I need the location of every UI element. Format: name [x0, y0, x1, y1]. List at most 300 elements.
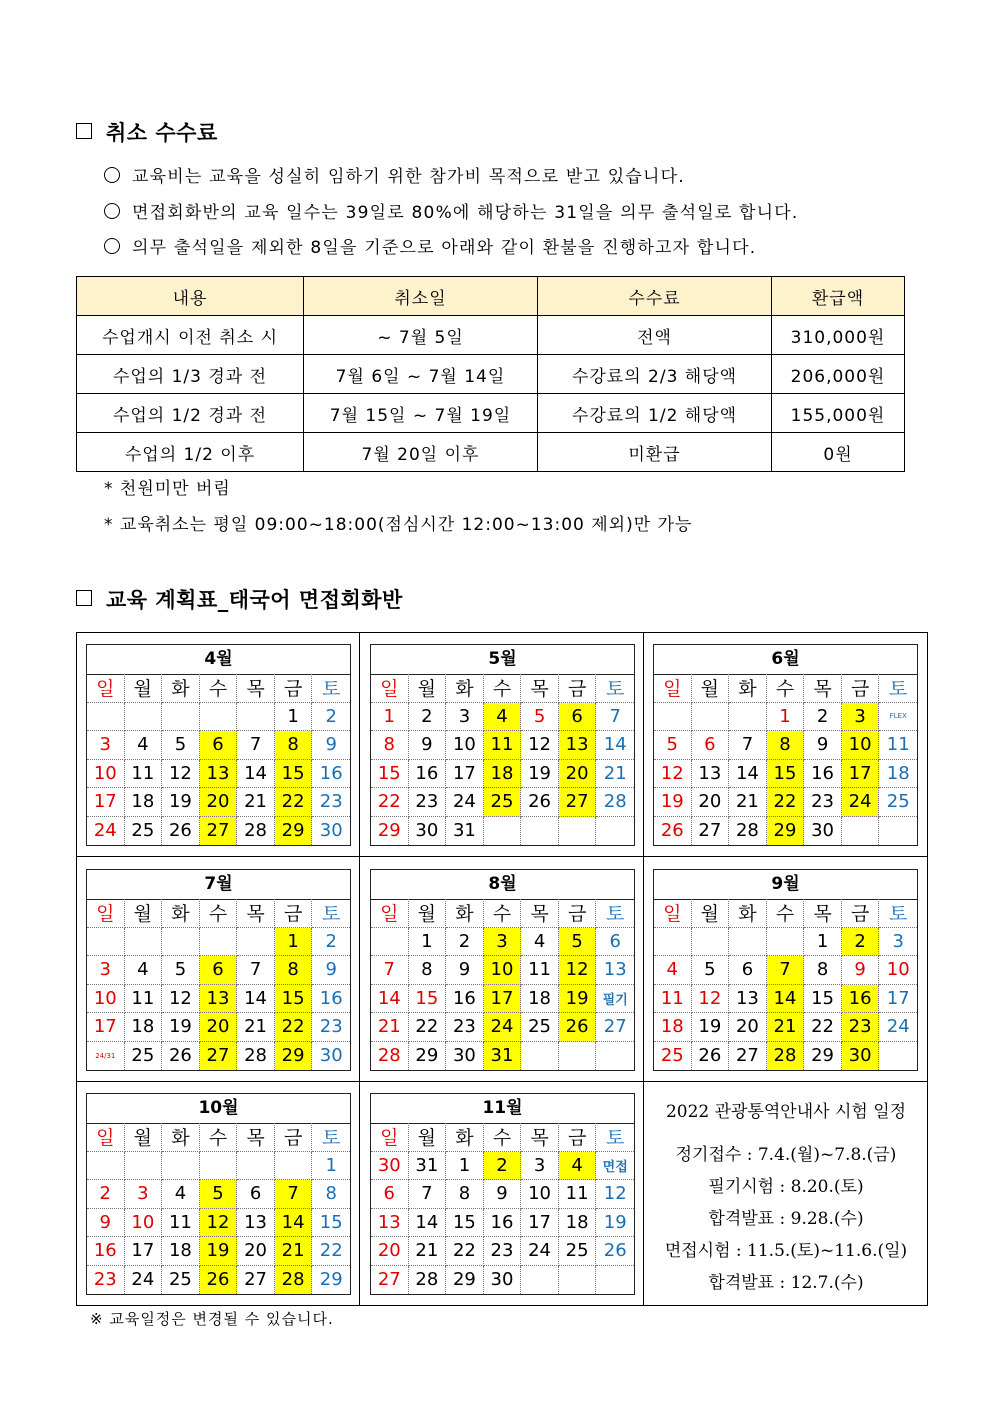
calendar-day: 1: [371, 703, 409, 732]
table-row: [77, 316, 905, 355]
calendar-day: 26: [596, 1237, 634, 1266]
calendar-day: 7: [729, 731, 767, 760]
weekday-header: 금: [275, 674, 313, 703]
calendar-day: 31: [446, 817, 484, 846]
weekday-header: 금: [275, 899, 313, 928]
calendar-day: 5: [162, 956, 200, 985]
calendar-day: 1: [804, 928, 842, 957]
weekday-header: 금: [275, 1123, 313, 1152]
calendar-day: 22: [804, 1013, 842, 1042]
calendar-day: 13: [200, 985, 238, 1014]
weekday-header: 일: [654, 674, 692, 703]
weekday-header: 목: [521, 899, 559, 928]
calendar-day: [87, 1152, 125, 1181]
calendar-day: 4: [125, 956, 163, 985]
calendar-day: 13: [371, 1209, 409, 1238]
calendar-day: 6: [237, 1180, 275, 1209]
refund-table: [76, 276, 905, 472]
weekday-header: 일: [87, 899, 125, 928]
calendar-day: 17: [87, 1013, 125, 1042]
calendar-day: 11: [654, 985, 692, 1014]
calendar-day: 8: [275, 731, 313, 760]
calendar-day: 12: [521, 731, 559, 760]
calendar-day: 28: [237, 817, 275, 846]
calendar-day: 31: [409, 1152, 447, 1181]
table-cell: 155,000원: [772, 394, 905, 433]
calendar-day: 21: [596, 760, 634, 789]
calendar-day: 1: [409, 928, 447, 957]
table-cell: 0원: [772, 433, 905, 472]
table-cell: 수강료의 1/2 해당액: [538, 394, 772, 433]
weekday-header: 일: [87, 674, 125, 703]
calendar-day: 8: [312, 1180, 350, 1209]
calendar-day: 25: [521, 1013, 559, 1042]
calendar-day: 14: [767, 985, 805, 1014]
calendar-day: 10: [87, 985, 125, 1014]
calendar-day: 2: [484, 1152, 522, 1181]
fee-heading: [76, 117, 218, 147]
calendar-day: 30: [319, 1045, 343, 1067]
calendar-day: 11: [125, 985, 163, 1014]
calendar-day: [521, 1042, 559, 1071]
weekday-header: 수: [484, 1123, 522, 1152]
weekday-header: 금: [559, 899, 597, 928]
fee-bullet-2: [104, 198, 799, 223]
calendar-day: [729, 703, 767, 732]
calendar-day: 5: [692, 956, 730, 985]
calendar-day: 16: [842, 985, 880, 1014]
weekday-header: 월: [125, 674, 163, 703]
calendar-day: 28: [371, 1042, 409, 1071]
weekday-header: 월: [409, 899, 447, 928]
calendar-day: 9: [87, 1209, 125, 1238]
calendar-month: [370, 1093, 635, 1295]
weekday-header: 금: [559, 1123, 597, 1152]
calendar-day: 19: [692, 1013, 730, 1042]
calendar-day: 필기: [596, 985, 634, 1014]
calendar-day: 16: [409, 760, 447, 789]
exam-schedule-item: 면접시험 : 11.5.(토)~11.6.(일): [664, 1241, 908, 1261]
calendar-title: 7월: [87, 870, 350, 900]
bullet-text: 면접회화반의 교육 일수는 39일로 80%에 해당하는 31일을 의무 출석일로 합니다.: [132, 203, 799, 223]
calendar-day: 29: [409, 1042, 447, 1071]
calendar-day: [654, 928, 692, 957]
weekday-header: 금: [842, 674, 880, 703]
calendar-day: 19: [521, 760, 559, 789]
calendar-day: 19: [596, 1209, 634, 1238]
calendar-title: 4월: [87, 645, 350, 675]
calendar-day: 20: [729, 1013, 767, 1042]
calendar-day: 29: [767, 817, 805, 846]
calendar-day: 10: [521, 1180, 559, 1209]
fee-heading-text: 취소 수수료: [106, 121, 218, 145]
calendar-day: 22: [371, 788, 409, 817]
weekday-header: 목: [804, 899, 842, 928]
weekday-header: 토: [596, 674, 634, 703]
calendar-day: 19: [654, 788, 692, 817]
calendar-day: 15: [312, 1209, 350, 1238]
weekday-header: 수: [767, 899, 805, 928]
calendar-day: [125, 703, 163, 732]
weekday-header: 토: [312, 899, 350, 928]
calendar-day: 9: [312, 731, 350, 760]
calendar-day: 4: [162, 1180, 200, 1209]
calendar-day: 9: [409, 731, 447, 760]
checkbox-square-icon: [76, 123, 92, 139]
circle-bullet-icon: [104, 238, 120, 254]
weekday-header: 토: [879, 674, 917, 703]
calendar-day: 12: [162, 760, 200, 789]
calendar-title: 9월: [654, 870, 917, 900]
weekday-header: 월: [692, 899, 730, 928]
calendar-day: 8: [371, 731, 409, 760]
calendar-day: 2: [842, 928, 880, 957]
calendar-day: [162, 1152, 200, 1181]
note-cancel-hours: * 교육취소는 평일 09:00~18:00(점심시간 12:00~13:00 제외)만 가능: [104, 515, 693, 535]
calendar-day: 12: [596, 1180, 634, 1209]
calendar-day: 6: [559, 703, 597, 732]
calendar-day: 7: [275, 1180, 313, 1209]
calendar-day: 18: [484, 760, 522, 789]
weekday-header: 일: [371, 674, 409, 703]
weekday-header: 화: [729, 674, 767, 703]
calendar-day: 29: [446, 1266, 484, 1295]
calendar-day: 23: [842, 1013, 880, 1042]
calendar-day: 17: [87, 788, 125, 817]
table-cell: 7월 20일 이후: [304, 433, 538, 472]
calendar-day: 12: [162, 985, 200, 1014]
weekday-header: 목: [521, 674, 559, 703]
table-header: 환급액: [772, 277, 905, 316]
calendar-day: 9: [484, 1180, 522, 1209]
exam-schedule-item: 합격발표 : 9.28.(수): [708, 1209, 864, 1229]
calendar-day: 24: [446, 788, 484, 817]
calendar-day: 14: [275, 1209, 313, 1238]
calendar-day: 18: [162, 1237, 200, 1266]
calendar-day: 16: [312, 760, 350, 789]
exam-schedule-title: 2022 관광통역안내사 시험 일정: [665, 1102, 907, 1122]
calendar-day: 2: [804, 703, 842, 732]
calendar-day: 3: [484, 928, 522, 957]
calendar-day: [654, 703, 692, 732]
calendar-day: 27: [200, 1042, 238, 1071]
calendar-day: 4: [654, 956, 692, 985]
weekday-header: 수: [484, 899, 522, 928]
calendar-day: 15: [409, 985, 447, 1014]
calendar-day: 27: [559, 788, 597, 817]
calendar-day: 30: [371, 1152, 409, 1181]
calendar-day: [596, 1042, 634, 1071]
calendar-day: 6: [596, 928, 634, 957]
table-cell: 전액: [538, 316, 772, 355]
calendar-day: 7: [409, 1180, 447, 1209]
table-cell: 수강료의 2/3 해당액: [538, 355, 772, 394]
weekday-header: 화: [162, 674, 200, 703]
checkbox-square-icon: [76, 590, 92, 606]
calendar-title: 10월: [87, 1094, 350, 1124]
calendar-day: 18: [125, 788, 163, 817]
calendar-day: 15: [275, 760, 313, 789]
weekday-header: 일: [654, 899, 692, 928]
calendar-day: 29: [319, 1269, 343, 1291]
exam-schedule-item: 정기접수 : 7.4.(월)~7.8.(금): [675, 1145, 897, 1165]
calendar-day: 27: [729, 1042, 767, 1071]
calendar-day: 17: [125, 1237, 163, 1266]
calendar-day: 25: [879, 788, 917, 817]
calendar-day: 7: [596, 703, 634, 732]
calendar-day: 1: [275, 703, 313, 732]
calendar-day: 9: [842, 956, 880, 985]
calendar-day: [729, 928, 767, 957]
calendar-day: [559, 1266, 597, 1295]
calendar-day: 30: [804, 817, 842, 846]
calendar-day: 10: [87, 760, 125, 789]
weekday-header: 목: [237, 674, 275, 703]
calendar-day: 20: [559, 760, 597, 789]
calendar-day: 12: [559, 956, 597, 985]
calendar-day: 30: [484, 1266, 522, 1295]
calendar-day: FLEX: [879, 703, 917, 732]
calendar-day: 28: [275, 1266, 313, 1295]
bullet-text: 의무 출석일을 제외한 8일을 기준으로 아래와 같이 환불을 진행하고자 합니다.: [132, 238, 757, 258]
calendar-title: 6월: [654, 645, 917, 675]
calendar-day: [692, 703, 730, 732]
calendar-day: 16: [87, 1237, 125, 1266]
weekday-header: 월: [125, 899, 163, 928]
weekday-header: 수: [200, 674, 238, 703]
calendar-day: [559, 1042, 597, 1071]
circle-bullet-icon: [104, 203, 120, 219]
calendar-day: 26: [162, 1042, 200, 1071]
calendar-day: 17: [879, 985, 917, 1014]
calendar-day: 27: [596, 1013, 634, 1042]
calendar-day: 28: [409, 1266, 447, 1295]
weekday-header: 목: [521, 1123, 559, 1152]
weekday-header: 목: [804, 674, 842, 703]
calendar-day: 17: [521, 1209, 559, 1238]
calendar-day: 1: [275, 928, 313, 957]
calendar-day: 2: [409, 703, 447, 732]
calendar-day: 9: [804, 731, 842, 760]
calendar-day: 11: [484, 731, 522, 760]
weekday-header: 화: [446, 899, 484, 928]
calendar-day: [484, 817, 522, 846]
table-cell: 206,000원: [772, 355, 905, 394]
calendar-day: 24: [125, 1266, 163, 1295]
calendar-day: 29: [804, 1042, 842, 1071]
calendar-day: 23: [87, 1266, 125, 1295]
weekday-header: 수: [200, 899, 238, 928]
calendar-day: 26: [692, 1042, 730, 1071]
calendar-day: 14: [237, 985, 275, 1014]
weekday-header: 토: [596, 1123, 634, 1152]
calendar-day: 11: [559, 1180, 597, 1209]
calendar-day: 28: [596, 788, 634, 817]
calendar-day: 17: [842, 760, 880, 789]
calendar-day: 22: [312, 1237, 350, 1266]
calendar-day: 13: [237, 1209, 275, 1238]
calendar-day: [162, 703, 200, 732]
calendar-day: 5: [559, 928, 597, 957]
calendar-day: 23: [312, 1013, 350, 1042]
calendar-day: 21: [237, 788, 275, 817]
calendar-day: [879, 817, 917, 846]
calendar-day: 22: [409, 1013, 447, 1042]
calendar-day: 23: [409, 788, 447, 817]
calendar-day: 24: [484, 1013, 522, 1042]
calendar-day: 3: [87, 956, 125, 985]
calendar-day: 18: [879, 760, 917, 789]
calendar-day: 21: [237, 1013, 275, 1042]
calendar-day: 3: [446, 703, 484, 732]
calendar-title: 5월: [371, 645, 634, 675]
calendar-day: 13: [559, 731, 597, 760]
calendar-day: [125, 1152, 163, 1181]
calendar-day: 5: [654, 731, 692, 760]
calendar-day: [200, 1152, 238, 1181]
calendar-day: 7: [767, 956, 805, 985]
calendar-day: 12: [692, 985, 730, 1014]
calendar-day: 19: [162, 788, 200, 817]
calendar-day: [87, 703, 125, 732]
calendar-day: 29: [371, 817, 409, 846]
calendar-day: 13: [692, 760, 730, 789]
weekday-header: 수: [767, 674, 805, 703]
weekday-header: 월: [125, 1123, 163, 1152]
calendar-day: 20: [692, 788, 730, 817]
weekday-header: 일: [371, 899, 409, 928]
calendar-day: 25: [654, 1042, 692, 1071]
weekday-header: 금: [842, 899, 880, 928]
calendar-day: 1: [446, 1152, 484, 1181]
calendar-day: 4: [559, 1152, 597, 1181]
weekday-header: 토: [879, 899, 917, 928]
table-cell: 7월 15일 ~ 7월 19일: [304, 394, 538, 433]
table-cell: 미환급: [538, 433, 772, 472]
calendar-day: 14: [729, 760, 767, 789]
plan-heading-text: 교육 계획표_태국어 면접회화반: [106, 588, 403, 612]
calendar-day: [87, 928, 125, 957]
calendar-day: 22: [275, 788, 313, 817]
calendar-day: 30: [319, 820, 343, 842]
calendar-day: [237, 703, 275, 732]
calendar-day: 26: [162, 817, 200, 846]
calendar-day: 4: [521, 928, 559, 957]
calendar-day: 9: [312, 956, 350, 985]
calendar-day: 29: [275, 1042, 313, 1071]
fee-bullet-1: [104, 162, 685, 187]
calendar-day: 14: [237, 760, 275, 789]
calendar-month: [370, 869, 635, 1071]
weekday-header: 목: [237, 899, 275, 928]
calendar-day: [237, 928, 275, 957]
calendar-day: 24: [842, 788, 880, 817]
calendar-day: 25: [559, 1237, 597, 1266]
calendar-day: 26: [200, 1266, 238, 1295]
weekday-header: 일: [371, 1123, 409, 1152]
calendar-day: 6: [729, 956, 767, 985]
calendar-day: 27: [692, 817, 730, 846]
calendar-day: 18: [125, 1013, 163, 1042]
calendar-title: 11월: [371, 1094, 634, 1124]
calendar-day: 4: [484, 703, 522, 732]
calendar-day: 15: [804, 985, 842, 1014]
calendar-day: [371, 928, 409, 957]
calendar-day: 27: [200, 817, 238, 846]
calendar-day: 27: [371, 1266, 409, 1295]
calendar-day: 21: [767, 1013, 805, 1042]
calendar-day: 2: [312, 928, 350, 957]
calendar-day: 21: [371, 1013, 409, 1042]
calendar-day: 14: [596, 731, 634, 760]
calendar-day: [162, 928, 200, 957]
calendar-month: [653, 869, 918, 1071]
calendar-day: [237, 1152, 275, 1181]
calendar-day: [767, 928, 805, 957]
calendar-day: 17: [446, 760, 484, 789]
calendar-day: 24/31: [87, 1042, 125, 1071]
calendar-month: [653, 644, 918, 846]
table-cell: 7월 6일 ~ 7월 14일: [304, 355, 538, 394]
calendar-day: 20: [200, 788, 238, 817]
table-cell: 수업의 1/3 경과 전: [77, 355, 304, 394]
calendar-day: 20: [200, 1013, 238, 1042]
table-header: 내용: [77, 277, 304, 316]
exam-schedule-item: 필기시험 : 8.20.(토): [708, 1177, 864, 1197]
weekday-header: 월: [692, 674, 730, 703]
calendar-title: 8월: [371, 870, 634, 900]
calendar-day: 26: [559, 1013, 597, 1042]
weekday-header: 화: [446, 1123, 484, 1152]
calendar-day: [692, 928, 730, 957]
calendar-day: 13: [596, 956, 634, 985]
calendar-day: 25: [125, 1042, 163, 1071]
table-row: [77, 355, 905, 394]
table-cell: 수업의 1/2 이후: [77, 433, 304, 472]
calendar-day: 21: [409, 1237, 447, 1266]
calendar-day: 20: [237, 1237, 275, 1266]
weekday-header: 토: [312, 1123, 350, 1152]
calendar-day: 8: [767, 731, 805, 760]
weekday-header: 화: [162, 1123, 200, 1152]
calendar-day: 19: [162, 1013, 200, 1042]
calendar-day: 11: [162, 1209, 200, 1238]
fee-bullet-3: [104, 233, 756, 258]
calendar-day: 8: [275, 956, 313, 985]
calendar-day: [879, 1042, 917, 1071]
calendar-day: 30: [409, 817, 447, 846]
calendar-day: 10: [446, 731, 484, 760]
weekday-header: 토: [596, 899, 634, 928]
calendar-day: 16: [804, 760, 842, 789]
table-cell: 310,000원: [772, 316, 905, 355]
calendar-day: 3: [842, 703, 880, 732]
calendar-day: 30: [842, 1042, 880, 1071]
calendar-day: 21: [275, 1237, 313, 1266]
calendar-day: 11: [879, 731, 917, 760]
calendar-day: 5: [200, 1180, 238, 1209]
weekday-header: 월: [409, 1123, 447, 1152]
calendar-day: 19: [200, 1237, 238, 1266]
calendar-day: 26: [654, 817, 692, 846]
calendar-day: [596, 817, 634, 846]
calendar-day: 4: [125, 731, 163, 760]
calendar-day: 6: [692, 731, 730, 760]
calendar-day: 22: [767, 788, 805, 817]
calendar-day: 8: [409, 956, 447, 985]
calendar-day: 29: [275, 817, 313, 846]
calendar-day: 1: [312, 1152, 350, 1181]
